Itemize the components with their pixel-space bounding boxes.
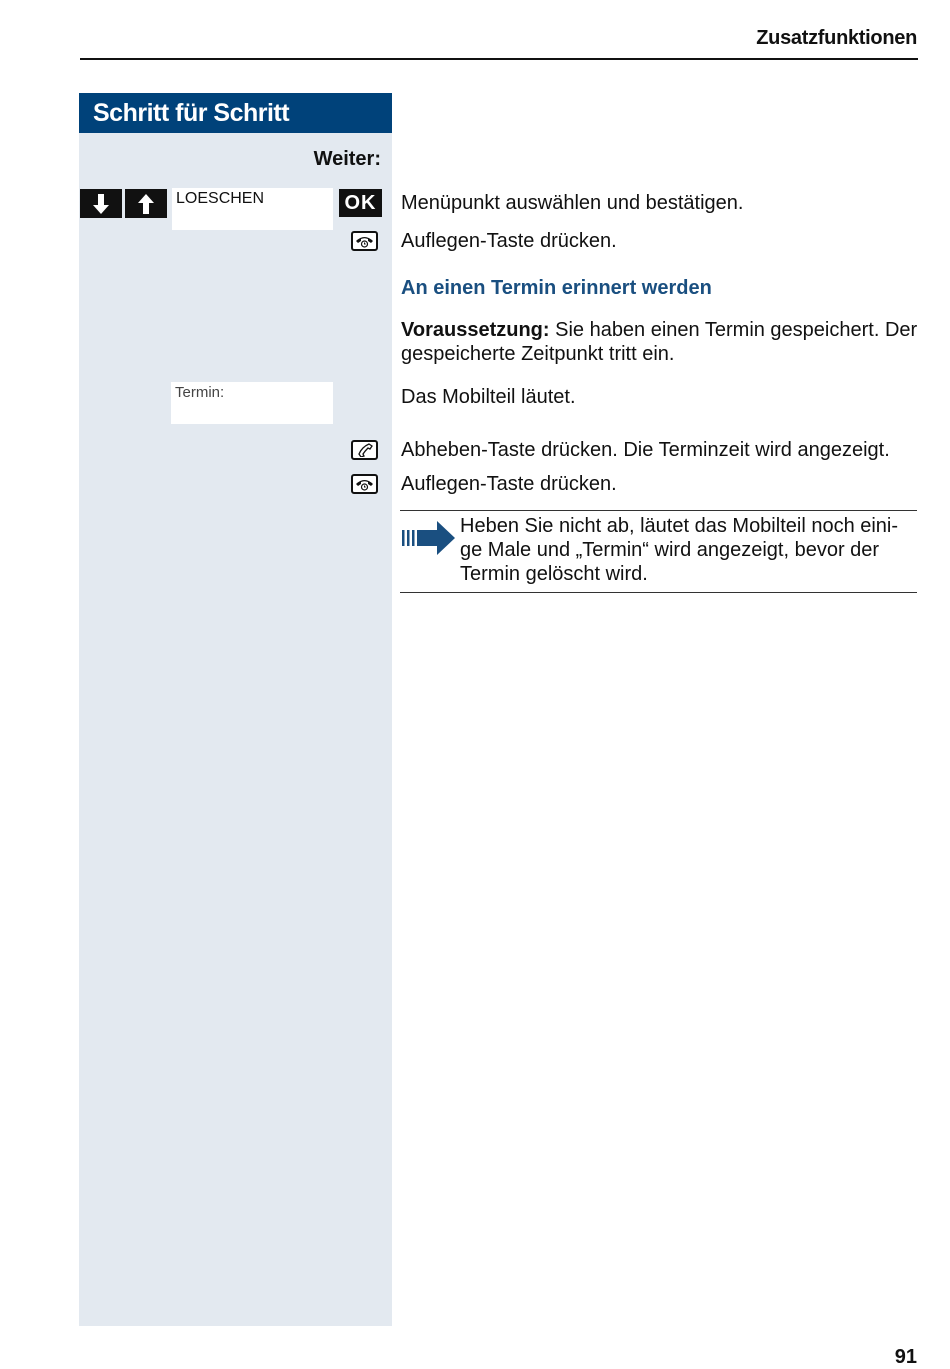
- note-arrow-icon: [401, 518, 457, 558]
- down-arrow-key-icon: [80, 189, 122, 218]
- step-sidebar: [79, 93, 392, 1326]
- section-heading: An einen Termin erinnert werden: [401, 277, 712, 299]
- prerequisite-text: [401, 318, 921, 366]
- step-select-confirm: Menüpunkt auswählen und bestätigen.: [401, 192, 744, 214]
- step-handset-rings: Das Mobilteil läutet.: [401, 386, 576, 408]
- step-hang-up: Auflegen-Taste drücken.: [401, 230, 617, 252]
- continue-label: Weiter:: [313, 148, 381, 170]
- display-loeschen: LOESCHEN: [172, 188, 333, 230]
- up-arrow-key-icon: [125, 189, 167, 218]
- prerequisite-label: Voraussetzung:: [401, 319, 550, 341]
- note-line: Heben Sie nicht ab, läutet das Mobilteil noch eini-: [460, 515, 899, 537]
- section-title: Zusatzfunktionen: [756, 27, 917, 49]
- hang-up-key-icon: [351, 231, 378, 251]
- pick-up-key-icon: [351, 440, 378, 460]
- sidebar-banner: Schritt für Schritt: [79, 93, 392, 133]
- note-top-rule: [400, 510, 917, 511]
- step-hang-up-again: Auflegen-Taste drücken.: [401, 473, 617, 495]
- step-pick-up: Abheben-Taste drücken. Die Terminzeit wird angezeigt.: [401, 439, 890, 461]
- hang-up-key-icon: [351, 474, 378, 494]
- note-text: [460, 514, 920, 586]
- ok-key-icon: OK: [339, 189, 382, 217]
- header-rule: [80, 58, 918, 60]
- note-line: ge Male und „Termin“ wird angezeigt, bevor der: [460, 539, 880, 561]
- prerequisite-body: Sie haben einen Termin gespeichert. Der gespeicherte Zeitpunkt tritt ein.: [401, 319, 918, 365]
- note-line: Termin gelöscht wird.: [460, 563, 648, 585]
- page-number: 91: [894, 1346, 917, 1368]
- display-termin: Termin:: [171, 382, 333, 424]
- note-bottom-rule: [400, 592, 917, 593]
